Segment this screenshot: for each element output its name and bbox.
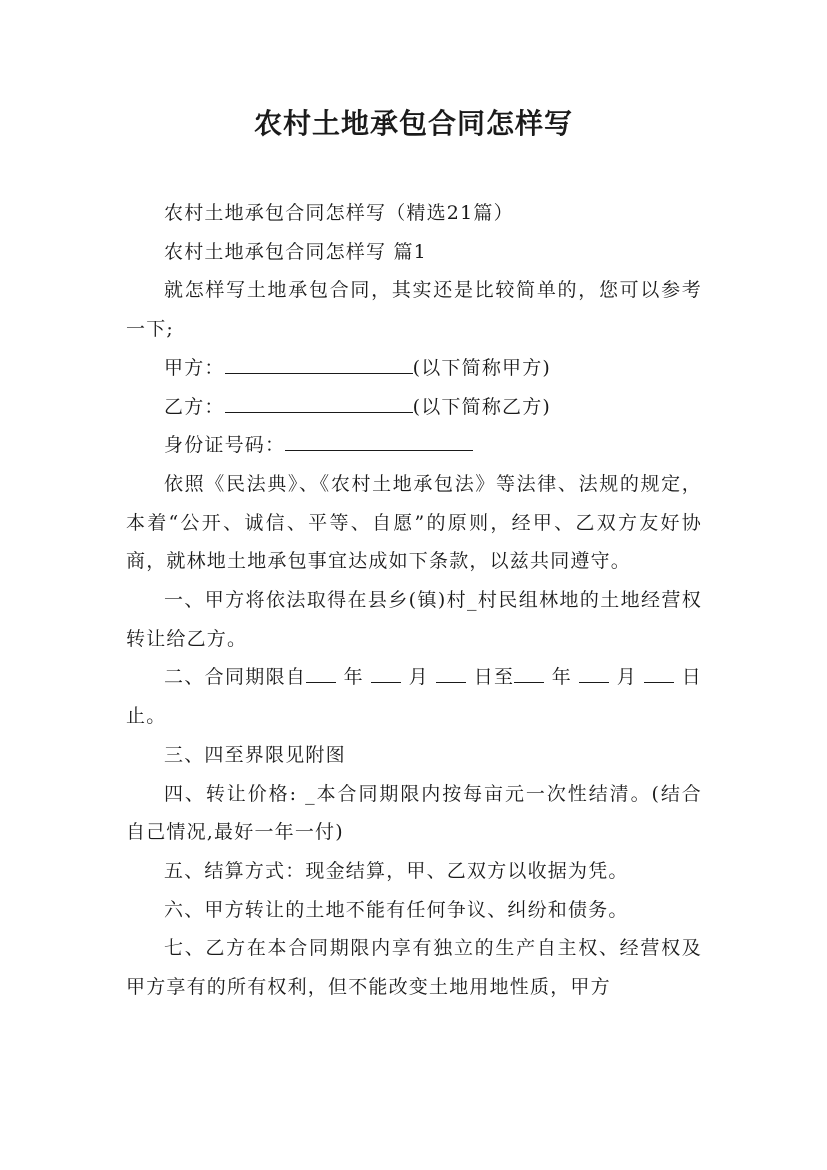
party-a-suffix: (以下简称甲方)	[412, 356, 552, 379]
paragraph-subtitle: 农村土地承包合同怎样写（精选21篇）	[164, 202, 514, 224]
blank-start-year	[306, 663, 336, 684]
party-b-label: 乙方：	[164, 395, 225, 418]
paragraph-section-heading: 农村土地承包合同怎样写 篇1	[164, 240, 427, 263]
paragraph-party-a	[126, 349, 702, 388]
clause-2-text-d: 日至	[466, 666, 515, 689]
clause-2-text-a: 二、合同期限自	[164, 666, 307, 689]
clause-2-text-f: 月	[609, 666, 645, 689]
clause-2-text-b: 年	[336, 666, 372, 689]
clause-2-text-c: 月	[401, 666, 437, 689]
document-title: 农村土地承包合同怎样写	[253, 107, 573, 140]
paragraph-clause-6: 六、甲方转让的土地不能有任何争议、纠纷和债务。	[164, 898, 629, 921]
clause-2-text-e: 年	[544, 666, 580, 689]
id-number-blank	[285, 430, 473, 451]
paragraph-party-b	[126, 388, 702, 427]
document-body	[126, 194, 702, 1007]
blank-end-month	[579, 663, 609, 684]
blank-start-day	[436, 663, 466, 684]
clause-2-text-g: 日止。	[126, 666, 702, 728]
blank-start-month	[371, 663, 401, 684]
party-a-label: 甲方：	[164, 356, 225, 379]
paragraph-intro: 就怎样写土地承包合同，其实还是比较简单的，您可以参考一下;	[126, 279, 702, 341]
paragraph-clause-1: 一、甲方将依法取得在县乡(镇)村_村民组林地的土地经营权转让给乙方。	[126, 589, 702, 650]
party-b-suffix: (以下简称乙方)	[412, 395, 552, 418]
blank-end-year	[514, 663, 544, 684]
paragraph-clause-3: 三、四至界限见附图	[164, 743, 346, 766]
paragraph-basis: 依照《民法典》、《农村土地承包法》等法律、法规的规定，本着“公开、诚信、平等、自愿”的原则，经甲、乙双方友好协商，就林地土地承包事宜达成如下条款，以兹共同遵守。	[126, 472, 702, 573]
party-a-blank	[225, 353, 413, 374]
paragraph-clause-4: 四、转让价格: _本合同期限内按每亩元一次性结清。(结合自己情况,最好一年一付)	[126, 782, 702, 844]
paragraph-clause-5: 五、结算方式：现金结算，甲、乙双方以收据为凭。	[164, 859, 629, 882]
id-number-label: 身份证号码：	[164, 434, 286, 457]
blank-end-day	[644, 663, 674, 684]
party-b-blank	[225, 392, 413, 413]
paragraph-id-number	[126, 426, 702, 465]
paragraph-clause-7: 七、乙方在本合同期限内享有独立的生产自主权、经营权及甲方享有的所有权利，但不能改变土地用地性质，甲方	[126, 937, 702, 999]
paragraph-clause-2	[126, 658, 702, 735]
